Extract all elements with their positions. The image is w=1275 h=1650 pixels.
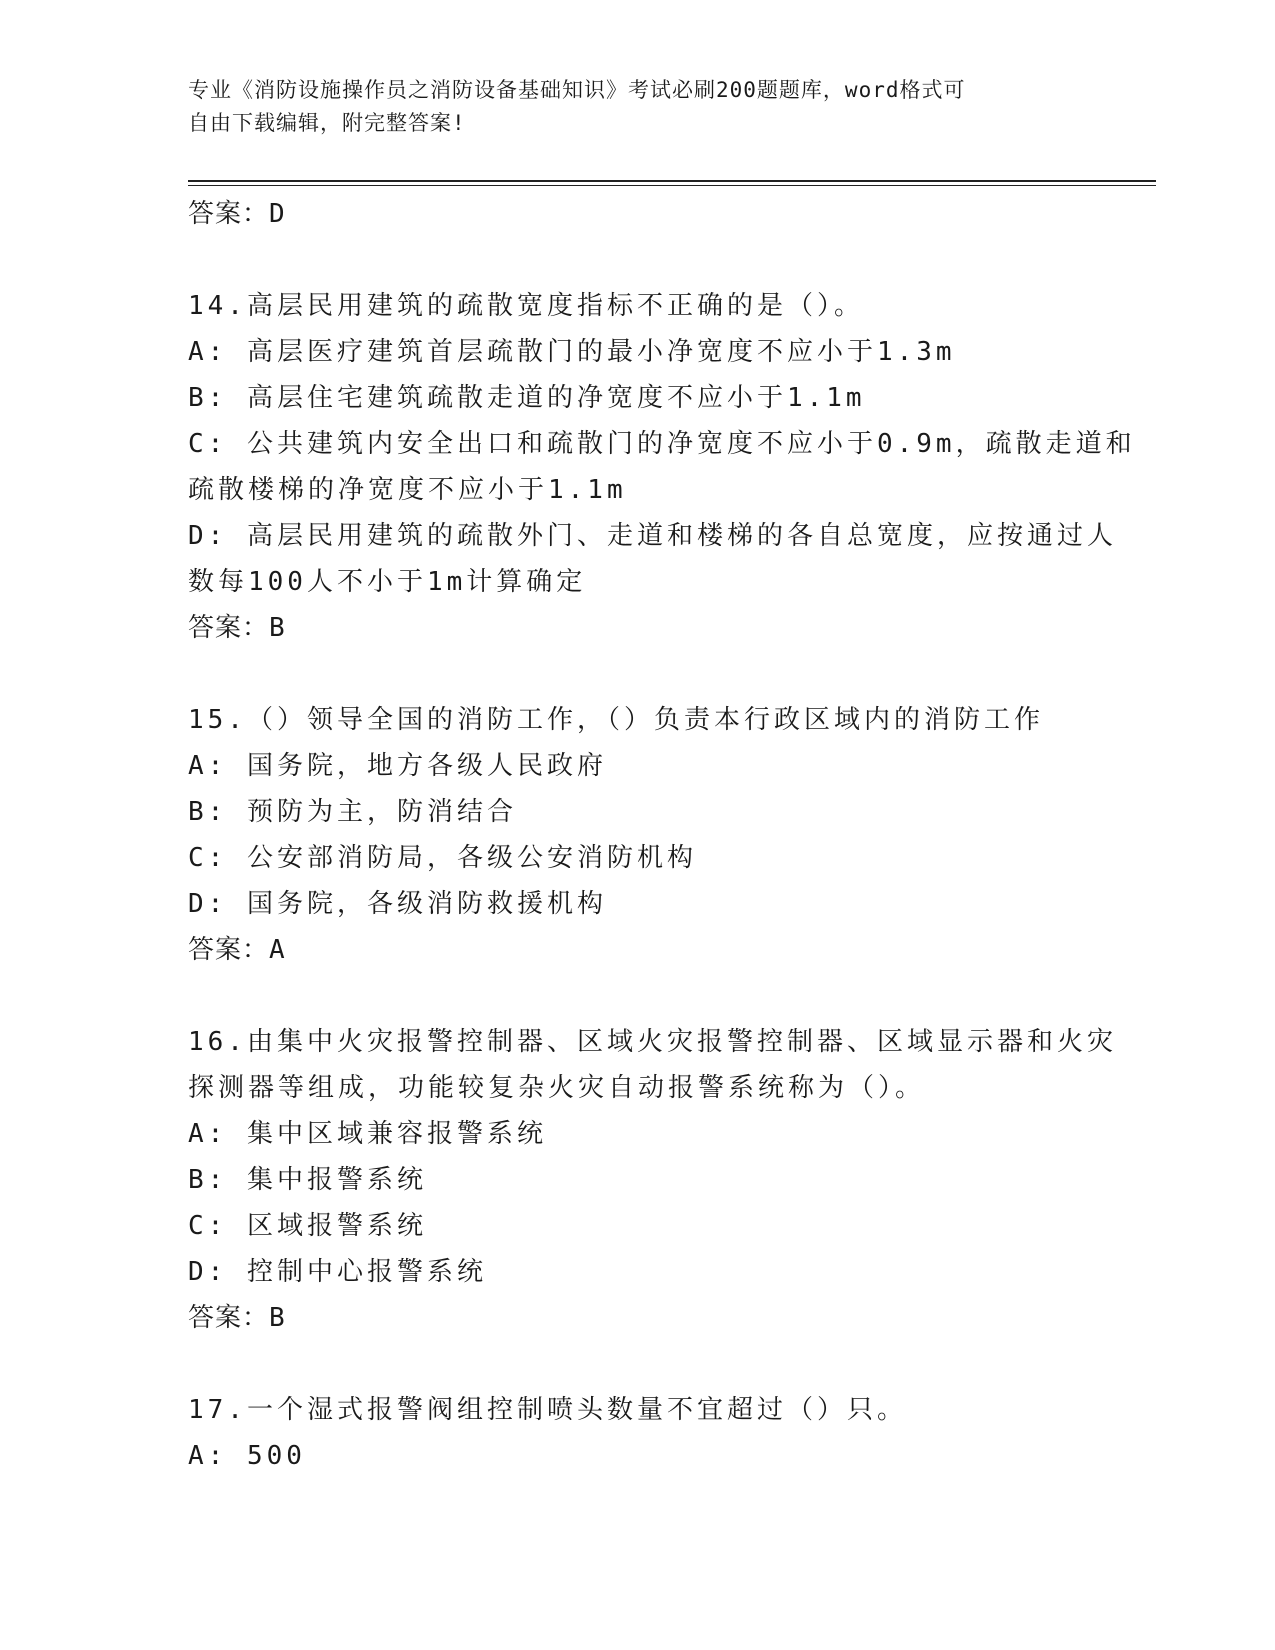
option-c-continued: 疏散楼梯的净宽度不应小于1.1m (188, 475, 627, 505)
spacer (188, 1341, 1088, 1387)
option-a: A: 集中区域兼容报警系统 (188, 1119, 547, 1149)
header-line-2: 自由下载编辑，附完整答案! (188, 111, 466, 135)
question-content (188, 191, 1136, 1479)
spacer (188, 651, 1088, 697)
option-c: C: 公安部消防局，各级公安消防机构 (188, 843, 697, 873)
question-block-15 (188, 697, 1088, 973)
option-b: B: 集中报警系统 (188, 1165, 427, 1195)
question-stem: 16.由集中火灾报警控制器、区域火灾报警控制器、区域显示器和火灾 (188, 1027, 1117, 1057)
answer-line: 答案：B (188, 1303, 286, 1333)
option-d-continued: 数每100人不小于1m计算确定 (188, 567, 587, 597)
answer-line: 答案：A (188, 935, 286, 965)
question-stem: 14.高层民用建筑的疏散宽度指标不正确的是（）。 (188, 291, 864, 321)
option-b: B: 高层住宅建筑疏散走道的净宽度不应小于1.1m (188, 383, 866, 413)
question-block-16 (188, 1019, 1117, 1341)
page-header (188, 74, 1088, 140)
option-c: C: 区域报警系统 (188, 1211, 427, 1241)
option-a: A: 高层医疗建筑首层疏散门的最小净宽度不应小于1.3m (188, 337, 956, 367)
option-d: D: 高层民用建筑的疏散外门、走道和楼梯的各自总宽度，应按通过人 (188, 521, 1117, 551)
answer-line: 答案：B (188, 613, 286, 643)
spacer (188, 973, 1088, 1019)
header-divider-thick (188, 180, 1156, 182)
question-stem: 15.（）领导全国的消防工作，（）负责本行政区域内的消防工作 (188, 705, 1044, 735)
option-d: D: 控制中心报警系统 (188, 1257, 487, 1287)
header-line-1: 专业《消防设施操作员之消防设备基础知识》考试必刷200题题库，word格式可 (188, 78, 966, 102)
question-stem: 17.一个湿式报警阀组控制喷头数量不宜超过（）只。 (188, 1395, 907, 1425)
option-a: A: 500 (188, 1441, 306, 1471)
question-block-14 (188, 283, 1136, 651)
option-b: B: 预防为主，防消结合 (188, 797, 517, 827)
question-stem-continued: 探测器等组成，功能较复杂火灾自动报警系统称为（）。 (188, 1073, 926, 1103)
question-block-17 (188, 1387, 1088, 1479)
spacer (188, 237, 1088, 283)
option-c: C: 公共建筑内安全出口和疏散门的净宽度不应小于0.9m，疏散走道和 (188, 429, 1136, 459)
option-d: D: 国务院，各级消防救援机构 (188, 889, 607, 919)
previous-answer: 答案：D (188, 199, 286, 229)
option-a: A: 国务院，地方各级人民政府 (188, 751, 607, 781)
header-divider-thin (188, 185, 1156, 186)
